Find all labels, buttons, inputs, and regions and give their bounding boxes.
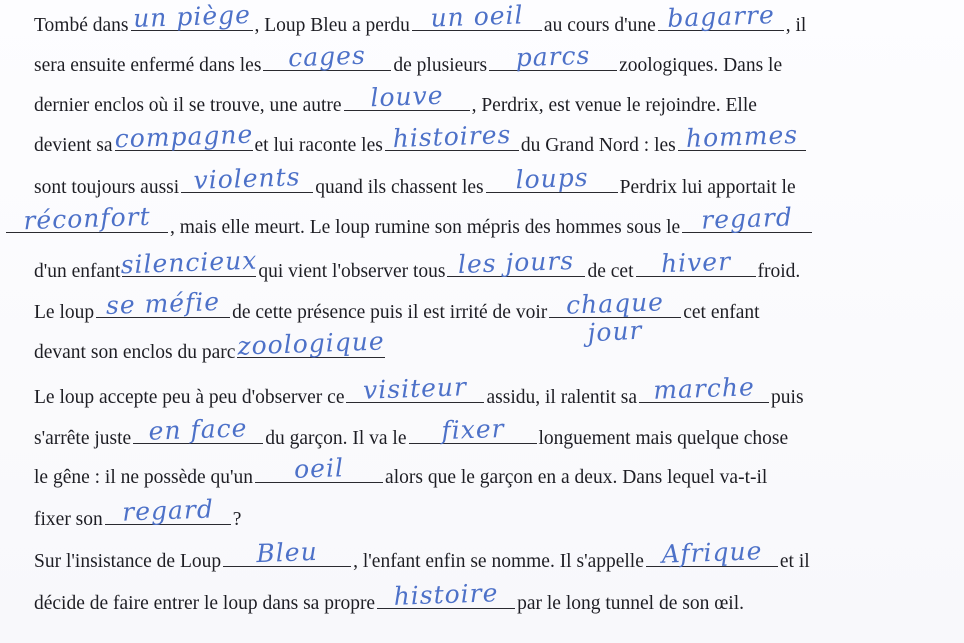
text-line bbox=[0, 245, 964, 282]
printed-text: devient sa bbox=[34, 135, 113, 156]
printed-text: puis bbox=[771, 387, 804, 408]
answer-blank[interactable] bbox=[412, 0, 542, 33]
text-line bbox=[0, 372, 964, 408]
answer-blank[interactable] bbox=[120, 245, 259, 280]
printed-text: , Perdrix, est venue le rejoindre. Elle bbox=[471, 95, 757, 116]
printed-text: , l'enfant enfin se nomme. Il s'appelle bbox=[353, 551, 644, 572]
printed-text: Sur l'insistance de Loup bbox=[34, 551, 222, 572]
handwritten-answer: un piège bbox=[132, 0, 251, 34]
answer-blank[interactable] bbox=[639, 372, 769, 405]
text-line bbox=[0, 40, 964, 76]
handwritten-answer: parcs bbox=[515, 40, 591, 73]
printed-text: longuement mais quelque chose bbox=[538, 428, 789, 449]
printed-text: Perdrix lui apportait le bbox=[619, 177, 796, 198]
printed-text: quand ils chassent les bbox=[315, 177, 484, 198]
handwritten-answer: en face bbox=[148, 413, 249, 446]
handwritten-answer: histoires bbox=[392, 119, 512, 154]
answer-blank[interactable] bbox=[131, 0, 253, 34]
printed-text: Le loup bbox=[34, 302, 95, 323]
handwritten-answer: louve bbox=[369, 80, 444, 113]
printed-text: , il bbox=[785, 15, 807, 36]
printed-text: sont toujours aussi bbox=[34, 177, 180, 198]
handwritten-answer: chaque bbox=[565, 287, 665, 320]
printed-text: s'arrête juste bbox=[34, 428, 132, 449]
text-line bbox=[0, 162, 964, 198]
answer-blank[interactable] bbox=[682, 202, 812, 235]
printed-text: ? bbox=[232, 509, 242, 530]
handwritten-answer: compagne bbox=[113, 119, 254, 154]
printed-text: du Grand Nord : les bbox=[520, 135, 676, 156]
handwritten-answer: zoologique bbox=[237, 326, 386, 361]
answer-blank[interactable] bbox=[223, 536, 351, 569]
answer-blank[interactable] bbox=[344, 80, 470, 113]
text-line bbox=[0, 453, 964, 488]
text-line bbox=[0, 201, 964, 238]
answer-blank[interactable] bbox=[377, 578, 515, 611]
printed-text: devant son enclos du parc bbox=[34, 342, 236, 363]
printed-text: zoologiques. Dans le bbox=[619, 55, 783, 76]
printed-text: qui vient l'observer tous bbox=[258, 261, 446, 282]
handwritten-answer: bagarre bbox=[666, 0, 775, 33]
printed-text: et lui raconte les bbox=[254, 135, 383, 156]
answer-blank[interactable] bbox=[346, 372, 484, 405]
printed-text: Tombé dans bbox=[34, 15, 129, 36]
printed-text: , mais elle meurt. Le loup rumine son mépris des hommes sous le bbox=[170, 217, 681, 238]
text-line bbox=[0, 578, 964, 614]
handwritten-answer: fixer bbox=[440, 413, 505, 446]
printed-text: au cours d'une bbox=[543, 15, 656, 36]
printed-text: sera ensuite enfermé dans les bbox=[34, 55, 262, 76]
printed-text: fixer son bbox=[34, 509, 103, 530]
printed-text: froid. bbox=[757, 261, 801, 282]
handwritten-answer: hommes bbox=[685, 120, 799, 153]
printed-text: dernier enclos où il se trouve, une autre bbox=[34, 95, 342, 116]
answer-blank[interactable] bbox=[486, 162, 618, 195]
printed-text: décide de faire entrer le loup dans sa propre bbox=[34, 593, 376, 614]
handwritten-answer: cages bbox=[288, 40, 367, 73]
handwritten-answer: silencieux bbox=[120, 245, 259, 280]
answer-blank[interactable] bbox=[237, 326, 386, 361]
printed-text: du garçon. Il va le bbox=[265, 428, 407, 449]
answer-blank[interactable] bbox=[181, 162, 313, 195]
answer-blank[interactable] bbox=[646, 536, 778, 569]
handwritten-answer: regard bbox=[121, 494, 215, 527]
answer-blank[interactable] bbox=[636, 246, 756, 279]
handwritten-answer: loups bbox=[514, 162, 589, 195]
handwritten-answer: Bleu bbox=[255, 536, 319, 569]
printed-text: cet enfant bbox=[683, 302, 760, 323]
printed-text: et il bbox=[779, 551, 810, 572]
printed-text: alors que le garçon en a deux. Dans lequel va-t-il bbox=[385, 467, 768, 488]
handwritten-answer: hiver bbox=[660, 246, 731, 279]
handwritten-answer: visiteur bbox=[363, 372, 468, 405]
answer-blank[interactable] bbox=[385, 119, 519, 154]
handwritten-answer: regard bbox=[700, 202, 794, 235]
printed-text: de cette présence puis il est irrité de voir bbox=[232, 302, 548, 323]
answer-blank[interactable] bbox=[658, 0, 784, 33]
answer-blank[interactable] bbox=[489, 40, 617, 73]
handwritten-answer: violents bbox=[193, 162, 302, 195]
answer-blank[interactable] bbox=[6, 201, 168, 236]
handwritten-answer: oeil bbox=[293, 453, 345, 484]
answer-blank[interactable] bbox=[255, 453, 383, 484]
answer-blank[interactable] bbox=[263, 40, 391, 73]
printed-text: le gêne : il ne possède qu'un bbox=[34, 467, 254, 488]
printed-text: d'un enfant bbox=[34, 261, 121, 282]
printed-text: de cet bbox=[587, 261, 634, 282]
answer-blank[interactable] bbox=[409, 413, 537, 446]
handwritten-answer: jour bbox=[587, 315, 644, 348]
answer-blank[interactable] bbox=[96, 287, 230, 320]
printed-text: , Loup Bleu a perdu bbox=[254, 15, 410, 36]
printed-text: de plusieurs bbox=[393, 55, 488, 76]
answer-blank[interactable] bbox=[549, 287, 681, 348]
text-line bbox=[0, 119, 964, 156]
handwritten-answer: réconfort bbox=[22, 201, 152, 236]
handwritten-answer: marche bbox=[652, 372, 756, 405]
printed-text: assidu, il ralentit sa bbox=[486, 387, 638, 408]
printed-text: par le long tunnel de son œil. bbox=[517, 593, 745, 614]
answer-blank[interactable] bbox=[105, 494, 231, 527]
handwritten-answer: histoire bbox=[393, 578, 499, 611]
text-line bbox=[0, 0, 964, 36]
answer-blank[interactable] bbox=[678, 120, 806, 153]
text-line bbox=[0, 80, 964, 116]
handwritten-answer: les jours bbox=[457, 245, 576, 280]
handwritten-answer: se méfie bbox=[105, 287, 221, 320]
answer-blank[interactable] bbox=[447, 245, 585, 280]
handwritten-answer: Afrique bbox=[661, 536, 763, 569]
answer-blank[interactable] bbox=[113, 119, 254, 154]
text-line bbox=[0, 413, 964, 449]
printed-text: Le loup accepte peu à peu d'observer ce bbox=[34, 387, 345, 408]
answer-blank[interactable] bbox=[133, 413, 263, 446]
handwritten-answer: un oeil bbox=[429, 0, 524, 33]
text-line bbox=[0, 536, 964, 572]
text-line bbox=[0, 494, 964, 530]
